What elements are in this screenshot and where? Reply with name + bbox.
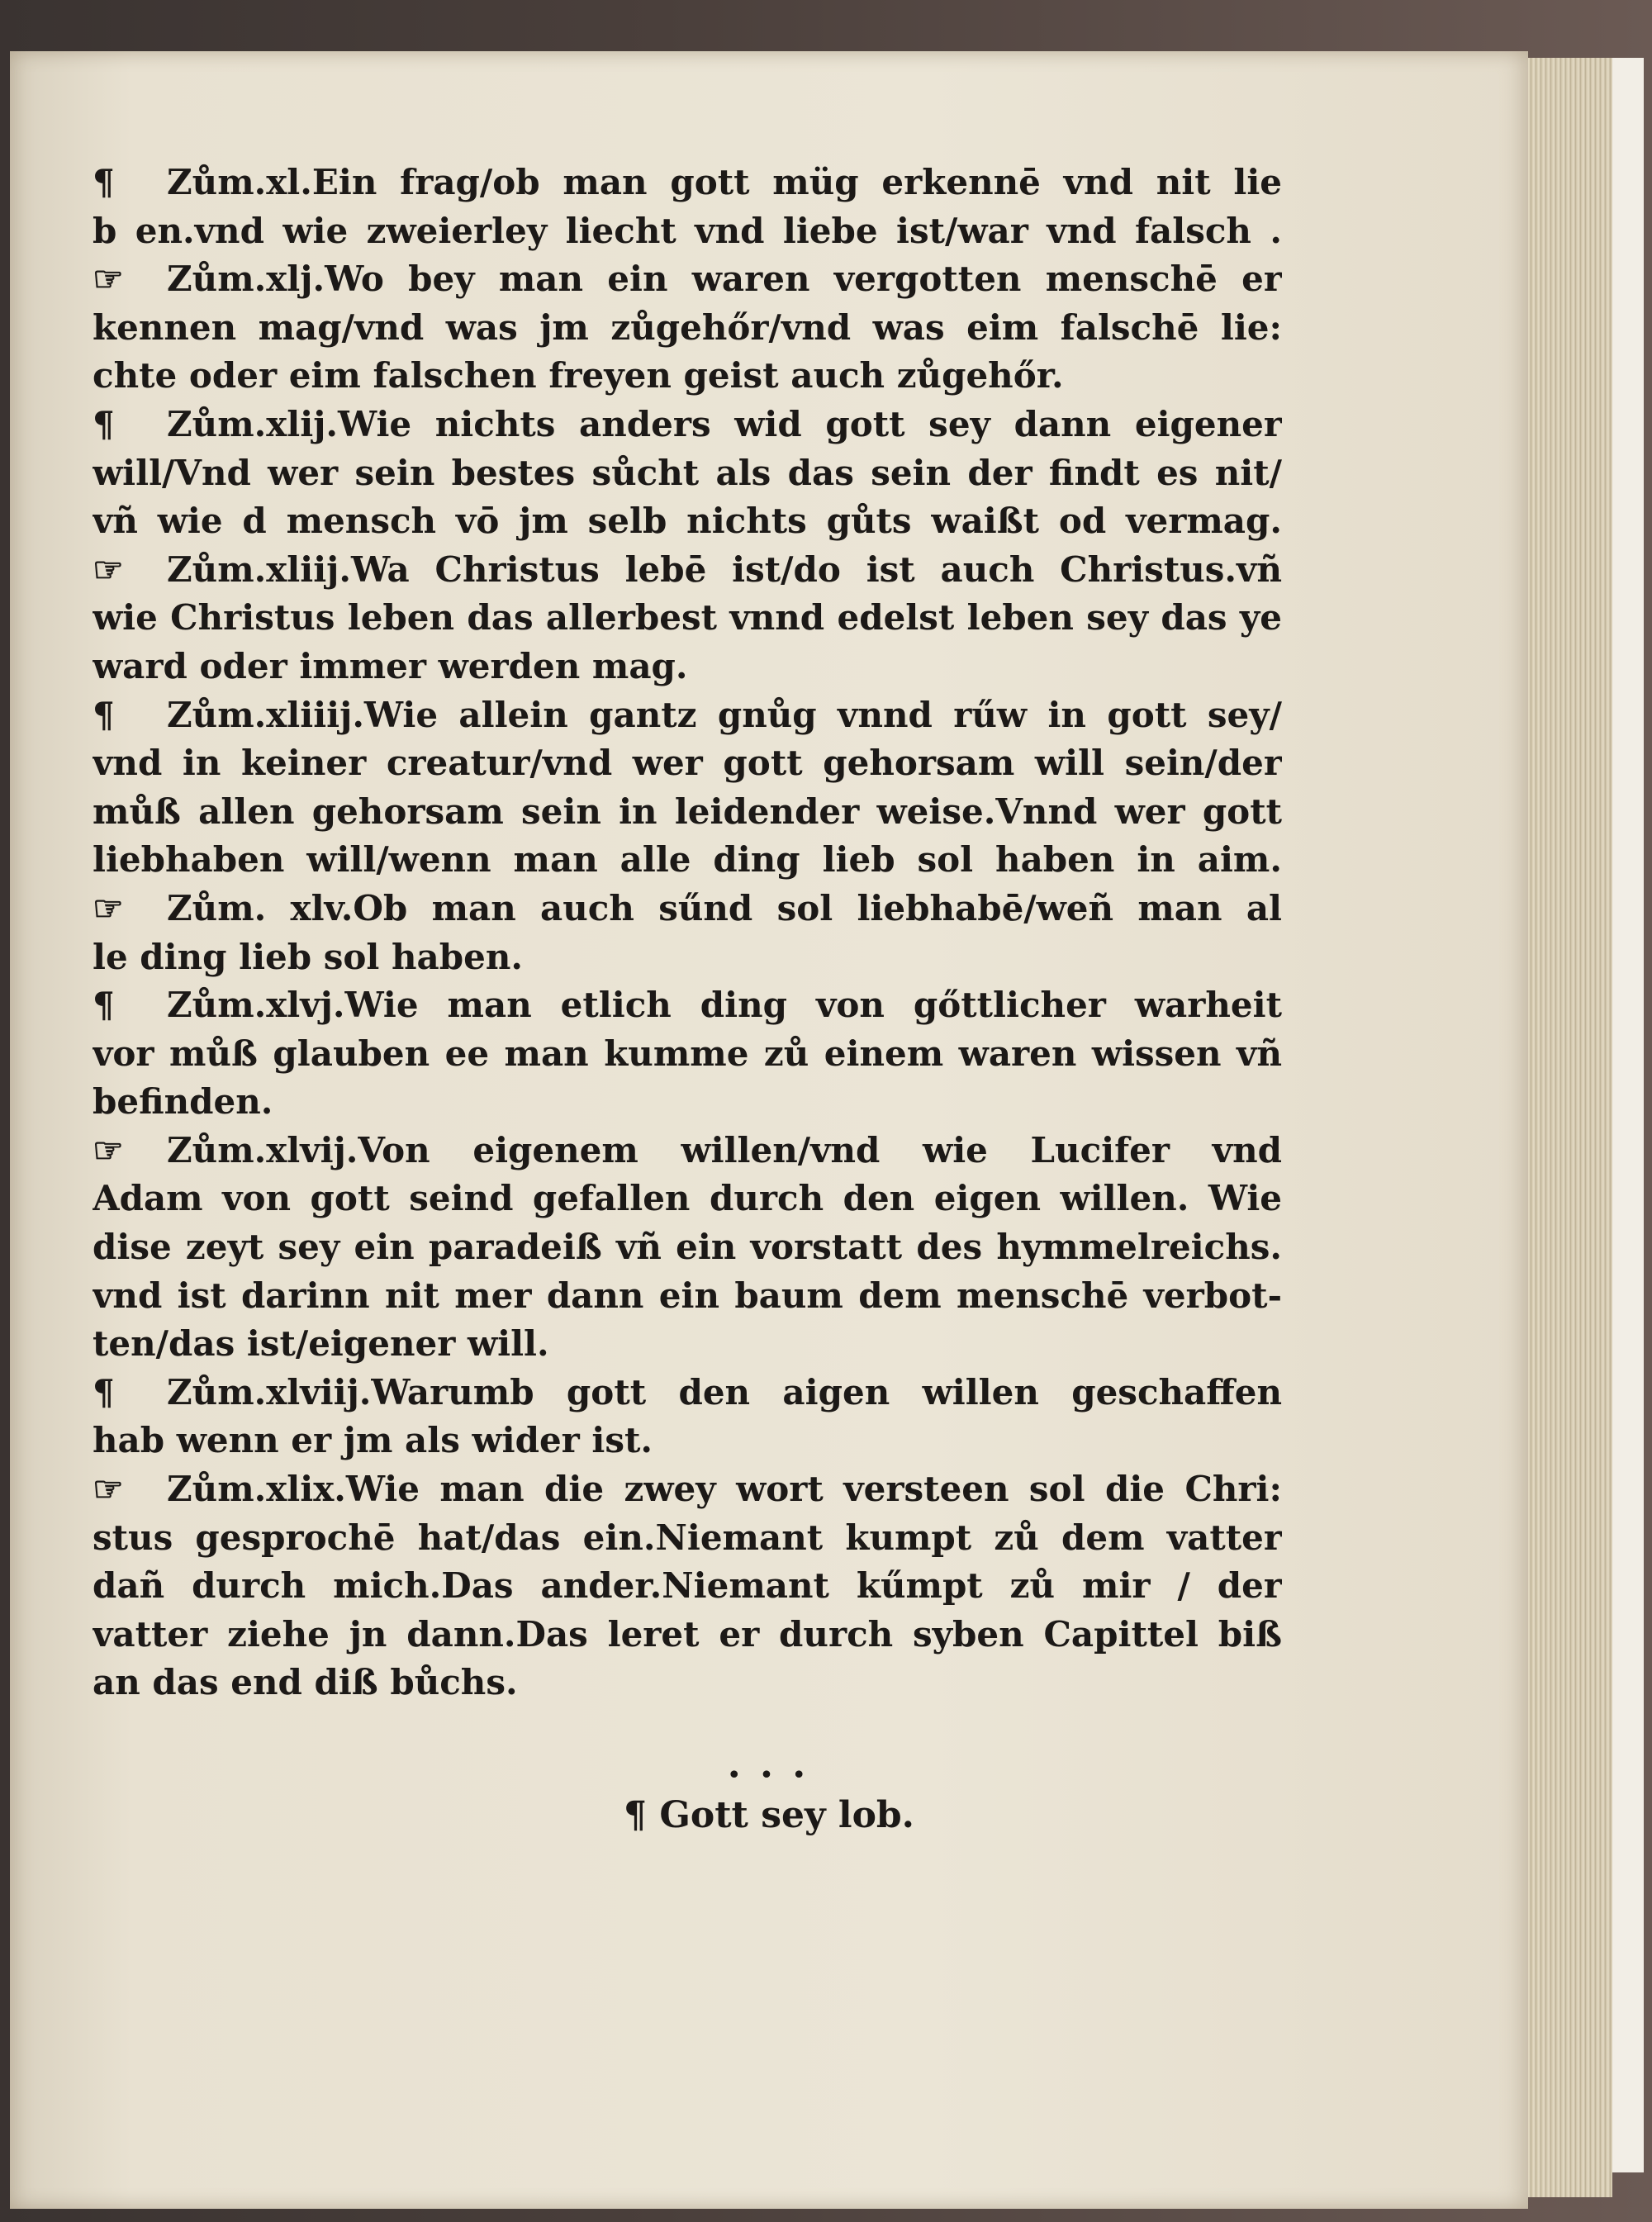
text-line: ☞ Zům. xlv.Ob man auch sűnd sol liebhabē/weñ man al	[93, 885, 1282, 933]
text-line: vñ wie d mensch vō jm selb nichts gůts waißt od vermag.	[93, 501, 1282, 542]
ornament-dots: • • •	[726, 1761, 812, 1790]
text-line: Adam von gott seind gefallen durch den eigen willen. Wie	[93, 1178, 1282, 1219]
text-line: b en.vnd wie zweierley liecht vnd liebe ist/war vnd falsch .	[93, 210, 1282, 251]
text-line: vnd in keiner creatur/vnd wer gott gehorsam will sein/der	[93, 743, 1282, 784]
text-line: ☞ Zům.xliij.Wa Christus lebē ist/do ist auch Christus.vñ	[93, 546, 1282, 595]
text-line: ¶ Zům.xliiij.Wie allein gantz gnůg vnnd rűw in gott sey/	[93, 691, 1282, 740]
text-line: ¶ Zům.xlviij.Warumb gott den aigen willen geschaffen	[93, 1369, 1282, 1417]
paragraph-mark-icon: ¶	[93, 403, 115, 444]
text-line: le ding lieb sol haben.	[93, 936, 524, 977]
paragraph-mark-icon: ¶	[93, 694, 115, 735]
text-line: ¶ Zům.xlvj.Wie man etlich ding von gőttlicher warheit	[93, 981, 1282, 1030]
text-line: ¶ Zům.xlij.Wie nichts anders wid gott sey dann eigener	[93, 401, 1282, 449]
paragraph-mark-icon: ¶	[93, 1371, 115, 1412]
text-line: ☞ Zům.xlj.Wo bey man ein waren vergotten menschē er	[93, 255, 1282, 304]
text-line: můß allen gehorsam sein in leidender weise.Vnnd wer gott	[93, 791, 1282, 832]
text-line: will/Vnd wer sein bestes sůcht als das sein der findt es nit/	[93, 452, 1282, 493]
text-line: stus gesprochē hat/das ein.Niemant kumpt zů dem vatter	[93, 1517, 1282, 1558]
text-line: wie Christus leben das allerbest vnnd edelst leben sey das ye	[93, 597, 1282, 639]
paragraph-mark-icon: ¶	[93, 985, 115, 1026]
page-edges	[1520, 58, 1612, 2197]
text-line: ☞ Zům.xlix.Wie man die zwey wort versteen sol die Chri:	[93, 1465, 1282, 1514]
pointing-hand-icon: ☞	[93, 548, 124, 590]
text-line: ten/das ist/eigener will.	[93, 1323, 549, 1365]
text-line: hab wenn er jm als wider ist.	[93, 1420, 653, 1461]
text-line: ¶ Zům.xl.Ein frag/ob man gott müg erkennē vnd nit lie	[93, 159, 1282, 207]
pointing-hand-icon: ☞	[93, 259, 124, 300]
pointing-hand-icon: ☞	[93, 1129, 124, 1170]
text-line: vnd ist darinn nit mer dann ein baum dem menschē verbot-	[93, 1275, 1282, 1316]
pointing-hand-icon: ☞	[93, 887, 124, 928]
closing-line: ¶ Gott sey lob.	[624, 1794, 914, 1836]
text-line: kennen mag/vnd was jm zůgehőr/vnd was eim falschē lie:	[93, 306, 1282, 348]
text-line: chte oder eim falschen freyen geist auch zůgehőr.	[93, 355, 1064, 396]
text-line: vor můß glauben ee man kumme zů einem waren wissen vñ	[93, 1033, 1282, 1074]
text-line: ward oder immer werden mag.	[93, 645, 688, 686]
table-of-contents-text	[93, 159, 1282, 1707]
pointing-hand-icon: ☞	[93, 1469, 124, 1510]
book-page	[10, 51, 1528, 2209]
text-line: vatter ziehe jn dann.Das leret er durch syben Capittel biß	[93, 1613, 1282, 1655]
text-line: dise zeyt sey ein paradeiß vñ ein vorstatt des hymmelreichs.	[93, 1227, 1282, 1268]
paragraph-mark-icon: ¶	[93, 162, 115, 202]
text-line: liebhaben will/wenn man alle ding lieb sol haben in aim.	[93, 839, 1282, 881]
text-line: befinden.	[93, 1081, 273, 1123]
text-line: dañ durch mich.Das ander.Niemant kűmpt zů mir / der	[93, 1565, 1282, 1607]
text-line: an das end diß bůchs.	[93, 1662, 518, 1703]
text-line: ☞ Zům.xlvij.Von eigenem willen/vnd wie Lucifer vnd	[93, 1127, 1282, 1175]
